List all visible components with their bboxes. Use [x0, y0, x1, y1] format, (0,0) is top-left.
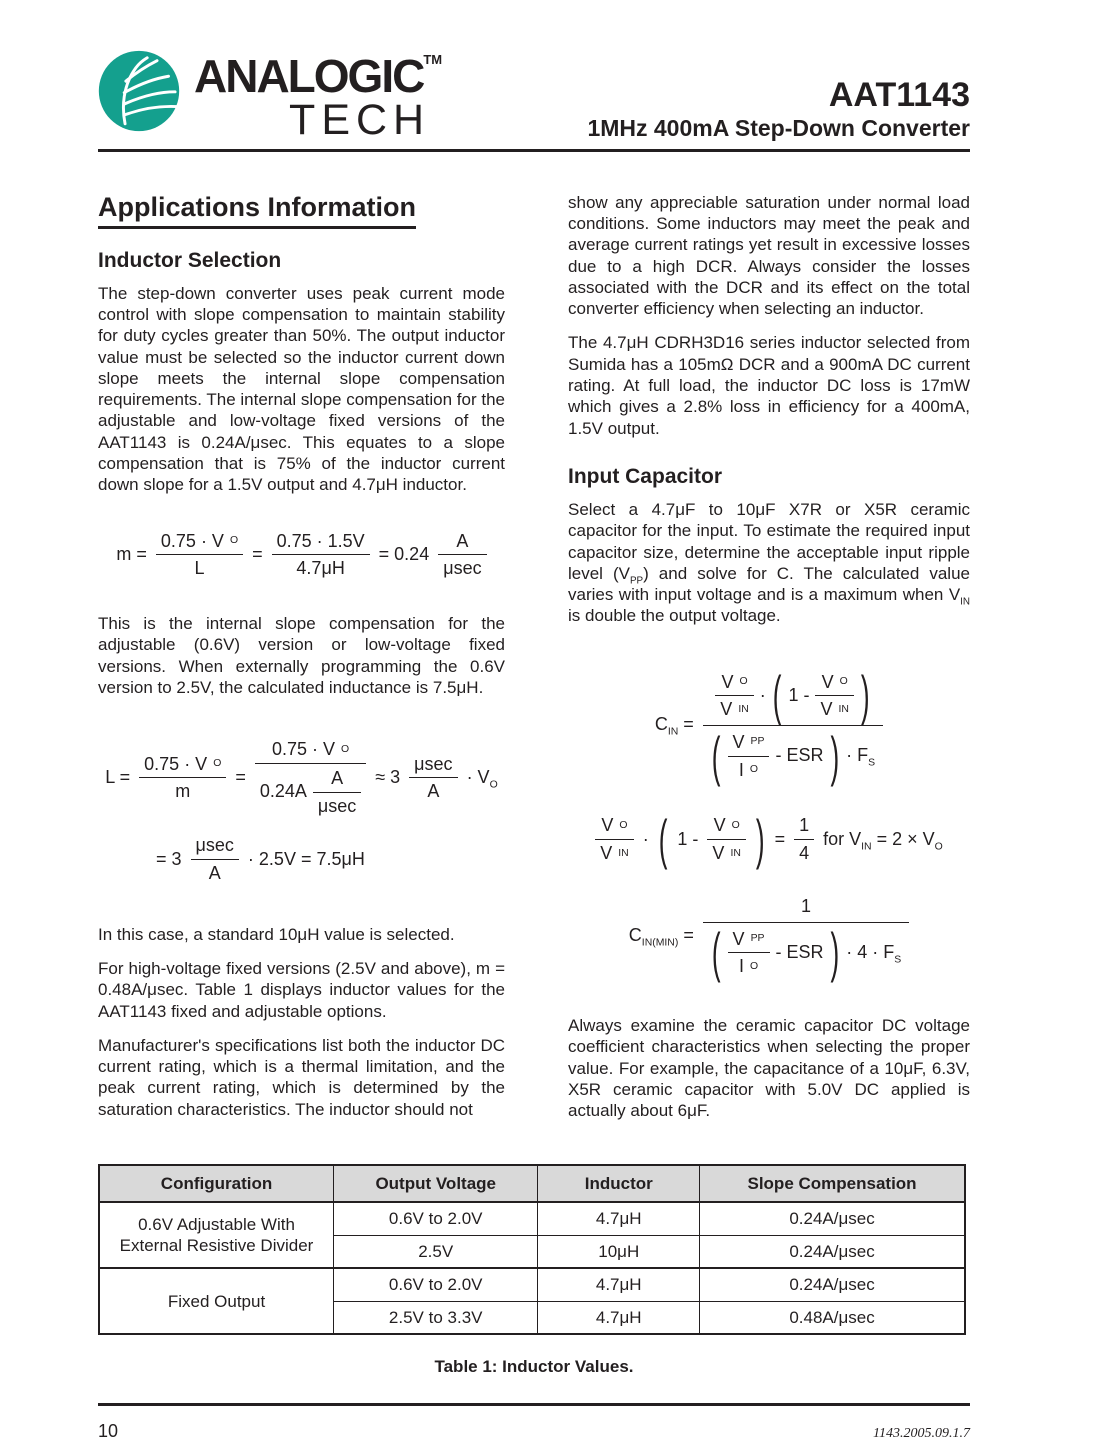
formula-text: = [252, 544, 263, 564]
formula-cin-min [568, 894, 970, 984]
table-header-row [99, 1165, 965, 1202]
formula-text: = [235, 766, 246, 787]
formula-inductance-2 [98, 834, 505, 883]
fraction: $\frac{\mu\sec}{A}$ [409, 753, 457, 802]
formula-text: ≈ 3 [375, 766, 401, 787]
formula-cin [568, 663, 970, 788]
fraction: V O V IN [707, 814, 745, 863]
fraction: V PP I O [728, 928, 770, 977]
formula-slope-compensation [98, 530, 505, 579]
formula-text: = [774, 828, 786, 849]
paragraph: Always examine the ceramic capacitor DC voltage coefficient characteristics when selecting the proper value. For example, the capacitance of a 10μF, 6.3V, X5R ceramic capacitor with 5.0V DC applied is actually about 6μF. [568, 1015, 970, 1121]
col-header-configuration: Configuration [99, 1165, 334, 1202]
inductor-cell: 4.7μH [538, 1268, 700, 1301]
paragraph: Select a 4.7μF to 10μF X7R or X5R ceramic capacitor for the input. To estimate the required input capacitor size, determine the acceptable input ripple level $(V_{PP})$ and solve for C. The calculated value varies with input voltage and is a maximum when $V_{IN}$ is double the output voltage. [568, 499, 970, 626]
fraction: $\frac{0.75 \cdot 1.5V}{4.7\mu H}$ [272, 530, 370, 579]
paragraph: In this case, a standard 10μH value is selected. [98, 924, 455, 944]
big-fraction: 1 ( V PP I O - ESR ) · $4 \cdot F_S$ [703, 894, 909, 977]
inductor-cell: 4.7μH [538, 1301, 700, 1334]
voltage-cell: 2.5V to 3.3V [334, 1301, 538, 1334]
paragraph: This is the internal slope compensation for the adjustable (0.6V) version or low-voltage fixed versions. When externally programming the 0.6V version to 2.5V, the calculated inductance is 7.5μH. [98, 614, 505, 697]
paragraph: Manufacturer's specifications list both the inductor DC current rating, which is a thermal limitation, and the peak current rating, which is determined by the saturation characteristics. The inductor should not [98, 1035, 505, 1119]
inductor-values-table [98, 1164, 966, 1335]
config-cell: 0.6V Adjustable With External Resistive Divider [99, 1202, 334, 1268]
slope-cell: 0.48A/μsec [700, 1301, 965, 1334]
inductor-values-table-wrap [98, 1164, 970, 1377]
brand-logo [98, 50, 442, 142]
table-caption: Table 1: Inductor Values. [434, 1357, 634, 1377]
right-column [568, 192, 970, 1135]
formula-text: · 2.5V = 7.5μH [247, 848, 365, 869]
fraction: V O V IN [595, 814, 633, 863]
page-number: 10 [98, 1421, 119, 1442]
col-header-output-voltage: Output Voltage [334, 1165, 538, 1202]
fraction: V PP I O [728, 731, 770, 780]
table-row [99, 1202, 965, 1235]
left-column [98, 192, 505, 1135]
section-title-applications-information: Applications Information [98, 192, 416, 229]
formula-ripple-ratio: V O V IN · ( 1 - V O V IN ) = $\frac{1}{4}$ for $V_{IN} = 2 \times V_O$ [568, 814, 970, 863]
fraction: $\frac{A}{\mu\sec}$ [438, 530, 486, 579]
voltage-cell: 2.5V [334, 1235, 538, 1268]
left-paren: ( [658, 807, 668, 871]
formula-inductance-1 [98, 738, 505, 816]
right-paren: ) [830, 724, 840, 788]
right-paren: ) [860, 663, 870, 727]
slope-cell: 0.24A/μsec [700, 1235, 965, 1268]
inductor-cell: 4.7μH [538, 1202, 700, 1235]
page-footer [98, 1406, 970, 1442]
col-header-inductor: Inductor [538, 1165, 700, 1202]
big-fraction: V O V IN · ( 1 - V O V IN ) ( V PP I O - ESR ) · $F_S$ [703, 669, 883, 781]
paragraph: For high-voltage fixed versions (2.5V and above), m = 0.48A/μsec. Table 1 displays inductor values for the AAT1143 fixed and adjustable options. [98, 958, 505, 1021]
doc-subtitle: 1MHz 400mA Step-Down Converter [587, 115, 970, 142]
fraction: $\frac{\mu\sec}{A}$ [191, 834, 239, 883]
doc-version: 1143.2005.09.1.7 [873, 1426, 970, 1442]
paragraph: The step-down converter uses peak current mode control with slope compensation to maintain stability for duty cycles greater than 50%. The output inductor value must be selected so the inductor current down slope meets the internal slope compensation requirements. The internal slope compensation for the adjustable and low-voltage fixed versions of the AAT1143 is 0.24A/μsec. This equates to a slope compensation that is 75% of the inductor current down slope for a 1.5V output and 4.7μH inductor. [98, 283, 505, 495]
formula-text: $C_{IN}$ = [654, 714, 694, 738]
formula-text: · $V_O$ [466, 766, 498, 791]
left-paren: ( [711, 724, 721, 788]
fraction: 0.75 · V O m [139, 753, 226, 802]
right-paren: ) [830, 920, 840, 984]
col-header-slope-compensation: Slope Compensation [700, 1165, 965, 1202]
nested-fraction: $\frac{A}{\mu\sec}$ [313, 767, 361, 816]
right-paren: ) [755, 807, 765, 871]
fraction: 0.75 · V O 0.24A $\frac{A}{\mu\sec}$ [255, 738, 366, 816]
page-header [98, 50, 970, 143]
formula-text: m = [116, 544, 147, 564]
inductor-cell: 10μH [538, 1235, 700, 1268]
config-cell: Fixed Output [99, 1268, 334, 1334]
formula-text: L = [105, 766, 131, 787]
subsection-input-capacitor: Input Capacitor [568, 464, 723, 488]
fraction: V O V IN [715, 671, 753, 720]
slope-cell: 0.24A/μsec [700, 1268, 965, 1301]
subsection-inductor-selection: Inductor Selection [98, 248, 282, 272]
brand-name: ANALOGIC™ [194, 50, 443, 102]
paragraph: show any appreciable saturation under normal load conditions. Some inductors may meet the peak and average current ratings yet result in excessive losses due to a high DCR. Always consider the losses associated with the DCR and its effect on the total converter efficiency when selecting an inductor. [568, 192, 970, 319]
voltage-cell: 0.6V to 2.0V [334, 1202, 538, 1235]
formula-text: $C_{IN(MIN)}$ = [628, 925, 694, 949]
slope-cell: 0.24A/μsec [700, 1202, 965, 1235]
header-rule [98, 149, 970, 152]
paragraph: The 4.7μH CDRH3D16 series inductor selected from Sumida has a 105mΩ DCR and a 900mA DC current rating. At full load, the inductor DC loss is 17mW which gives a 2.8% loss in efficiency for a 400mA, 1.5V output. [568, 333, 970, 438]
content-columns [98, 192, 970, 1135]
formula-text: for $V_{IN} = 2 \times V_O$ [823, 828, 943, 853]
voltage-cell: 0.6V to 2.0V [334, 1268, 538, 1301]
document-title-block [587, 76, 970, 143]
fraction: V O V IN [815, 671, 853, 720]
table-row [99, 1268, 965, 1301]
formula-text: = 3 [156, 848, 182, 869]
brand-wordmark [194, 50, 443, 144]
left-paren: ( [711, 920, 721, 984]
part-number: AAT1143 [828, 76, 970, 114]
fraction: 0.75 · V O L [156, 530, 243, 579]
analogictech-leaf-icon [98, 50, 180, 132]
fraction: $\frac{1}{4}$ [794, 814, 814, 863]
left-paren: ( [772, 663, 782, 727]
brand-tech: TECH [289, 95, 431, 144]
formula-text: = 0.24 [378, 544, 430, 564]
